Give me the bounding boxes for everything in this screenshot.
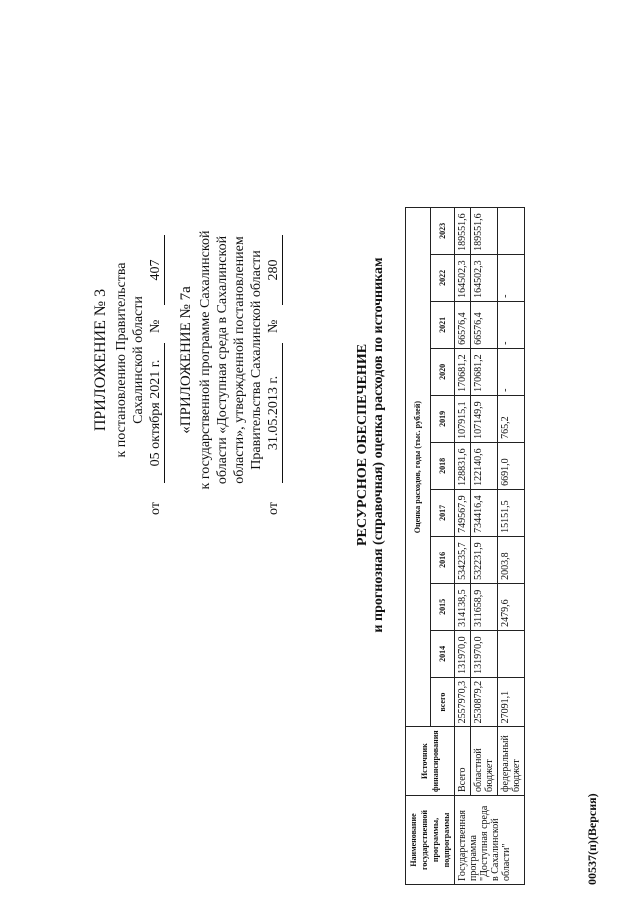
- appendix7a-date: 31.05.2013 г.: [265, 343, 283, 483]
- value-cell: 170681,2: [455, 348, 471, 395]
- value-cell: 2557970,3: [455, 677, 471, 727]
- table-row: [455, 207, 471, 884]
- program-name: Государственная программа "Доступная среда в Сахалинской области": [455, 796, 525, 885]
- value-cell: 128831,6: [455, 442, 471, 489]
- from-label: от: [266, 502, 281, 515]
- value-cell: 311658,9: [471, 583, 498, 630]
- main-title-line2: и прогнозная (справочная) оценка расходов по источникам: [371, 257, 386, 633]
- main-title: [355, 245, 387, 645]
- resource-table: [405, 207, 525, 885]
- header-col-2020: 2020: [430, 348, 455, 395]
- value-cell: 2530879,2: [471, 677, 498, 727]
- header-col-2019: 2019: [430, 395, 455, 442]
- appendix-date: 05 октября 2021 г.: [147, 343, 165, 483]
- value-cell: 131970,0: [471, 630, 498, 677]
- value-cell: 170681,2: [471, 348, 498, 395]
- value-cell: 66576,4: [455, 301, 471, 348]
- value-cell: 765,2: [498, 395, 525, 442]
- header-col-total: всего: [430, 677, 455, 727]
- value-cell: -: [498, 254, 525, 301]
- value-cell: -: [498, 301, 525, 348]
- appendix7a-date-line: [265, 205, 283, 515]
- main-title-line1: РЕСУРСНОЕ ОБЕСПЕЧЕНИЕ: [355, 343, 370, 547]
- value-cell: 2479,6: [498, 583, 525, 630]
- value-cell: 749567,9: [455, 489, 471, 536]
- value-cell: 66576,4: [471, 301, 498, 348]
- header-col-2017: 2017: [430, 489, 455, 536]
- value-cell: 107149,9: [471, 395, 498, 442]
- value-cell: 2003,8: [498, 536, 525, 583]
- source-cell: областной бюджет: [471, 727, 498, 796]
- source-cell: Всего: [455, 727, 471, 796]
- footer-code: 00537(п)(Версия): [585, 793, 599, 885]
- header-source: Источник финансирования: [406, 727, 455, 796]
- value-cell: [498, 630, 525, 677]
- appendix7a-number: 280: [265, 235, 283, 305]
- value-cell: 6691,0: [498, 442, 525, 489]
- appendix7a-line2: области «Доступная среда в Сахалинской: [215, 235, 230, 485]
- header-col-2022: 2022: [430, 254, 455, 301]
- appendix-date-line: [147, 205, 165, 515]
- value-cell: 164502,3: [455, 254, 471, 301]
- value-cell: 107915,1: [455, 395, 471, 442]
- number-label: №: [266, 319, 281, 333]
- value-cell: 164502,3: [471, 254, 498, 301]
- value-cell: 189551,6: [471, 207, 498, 254]
- appendix-line1: к постановлению Правительства: [114, 262, 129, 458]
- value-cell: 15151,5: [498, 489, 525, 536]
- appendix7a-line3: области», утвержденной постановлением: [232, 236, 247, 484]
- value-cell: 314138,5: [455, 583, 471, 630]
- value-cell: 189551,6: [455, 207, 471, 254]
- appendix-block: [92, 205, 165, 515]
- header-col-2014: 2014: [430, 630, 455, 677]
- source-cell: федеральный бюджет: [498, 727, 525, 796]
- table-row: [498, 207, 525, 884]
- number-label: №: [148, 319, 163, 333]
- header-col-2021: 2021: [430, 301, 455, 348]
- value-cell: 734416,4: [471, 489, 498, 536]
- appendix7a-line1: к государственной программе Сахалинской: [198, 230, 213, 490]
- header-col-2018: 2018: [430, 442, 455, 489]
- value-cell: 534235,7: [455, 536, 471, 583]
- value-cell: 122140,6: [471, 442, 498, 489]
- value-cell: -: [498, 348, 525, 395]
- header-col-2023: 2023: [430, 207, 455, 254]
- appendix7a-title: «ПРИЛОЖЕНИЕ № 7а: [178, 286, 194, 434]
- from-label: от: [148, 502, 163, 515]
- table-row: [471, 207, 498, 884]
- appendix-number: 407: [147, 235, 165, 305]
- appendix-title: ПРИЛОЖЕНИЕ № 3: [92, 288, 109, 432]
- value-cell: 27091,1: [498, 677, 525, 727]
- appendix7a-block: [178, 205, 283, 515]
- value-cell: [498, 207, 525, 254]
- header-col-2015: 2015: [430, 583, 455, 630]
- appendix7a-line4: Правительства Сахалинской области: [249, 250, 264, 470]
- value-cell: 532231,9: [471, 536, 498, 583]
- header-col-2016: 2016: [430, 536, 455, 583]
- header-program-name: Наименование государственной программы, подпрограммы: [406, 796, 455, 885]
- header-estimate: Оценка расходов, годы (тыс. рублей): [406, 207, 431, 727]
- value-cell: 131970,0: [455, 630, 471, 677]
- appendix-line2: Сахалинской области: [131, 296, 146, 424]
